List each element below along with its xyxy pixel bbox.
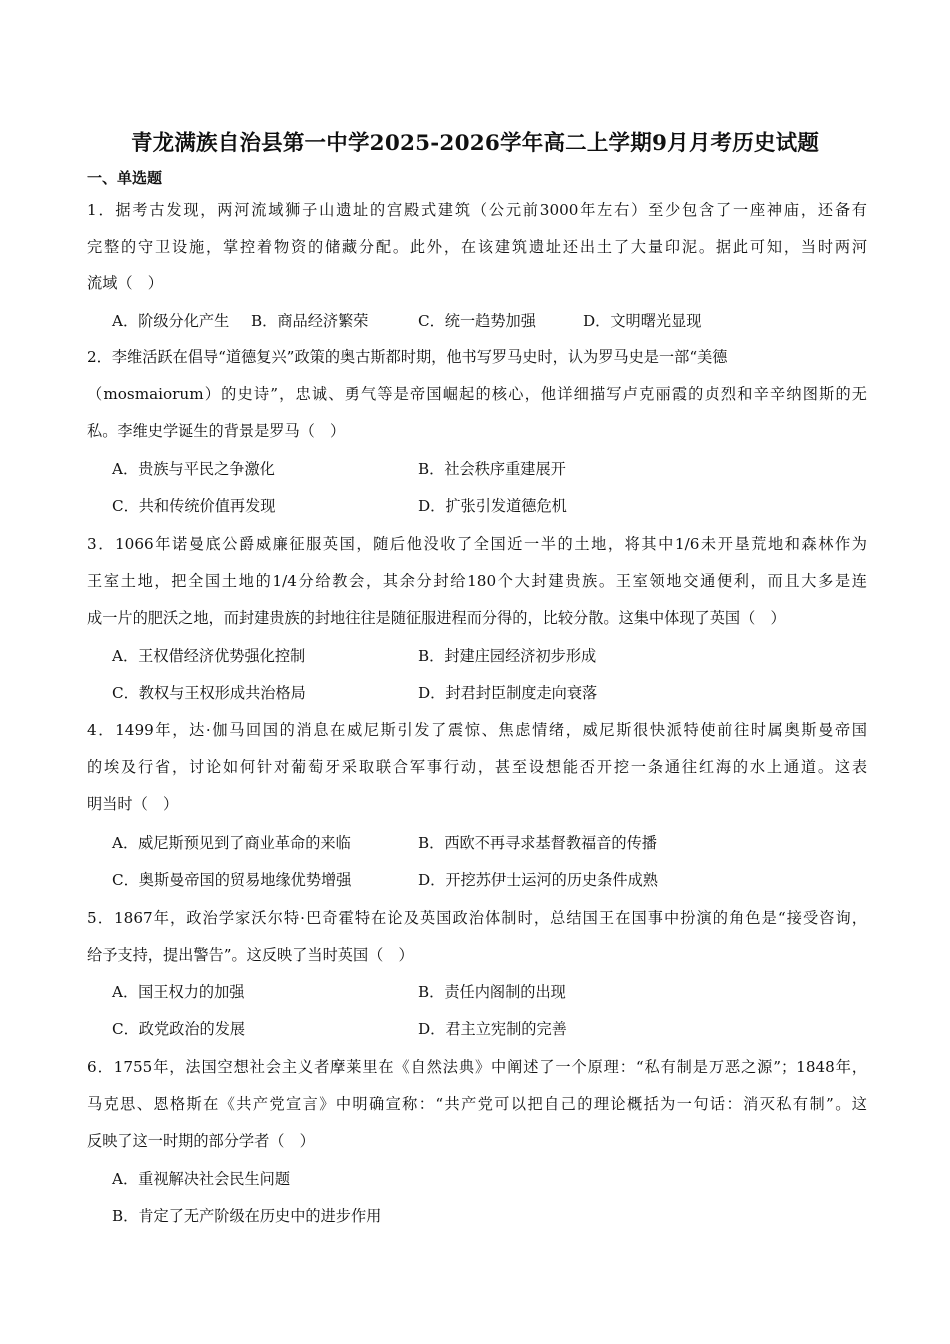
q4-line-1: 4．1499年，达·伽马回国的消息在威尼斯引发了震惊、焦虑情绪，威尼斯很快派特使前往时属奥斯曼帝国 [87, 721, 867, 739]
q5-line-1: 5．1867年，政治学家沃尔特·巴奇霍特在论及英国政治体制时，总结国王在国事中扮演的角色是“接受咨询， [87, 909, 867, 927]
q6-line-1: 6．1755年，法国空想社会主义者摩莱里在《自然法典》中阐述了一个原理：“私有制是万恶之源”；1848年， [87, 1058, 867, 1076]
q2-line-2: （mosmaiorum）的史诗”，忠诚、勇气等是帝国崛起的核心，他详细描写卢克丽霞的贞烈和辛辛纳图斯的无 [87, 385, 867, 403]
q1-line-2: 完整的守卫设施，掌控着物资的储藏分配。此外，在该建筑遗址还出土了大量印泥。据此可知，当时两河 [87, 238, 867, 256]
q1-option-d: D．文明曙光显现 [583, 312, 702, 330]
q2-option-c: C．共和传统价值再发现 [112, 497, 276, 515]
q6-line-2: 马克思、恩格斯在《共产党宣言》中明确宣称：“共产党可以把自己的理论概括为一句话：消灭私有制”。这 [87, 1095, 867, 1113]
q3-line-2: 王室土地，把全国土地的1/4分给教会，其余分封给180个大封建贵族。王室领地交通便利，而且大多是连 [87, 572, 867, 590]
q6-line-3: 反映了这一时期的部分学者（ ） [87, 1132, 315, 1150]
q1-line-3: 流域（ ） [87, 274, 163, 292]
q6-option-b: B．肯定了无产阶级在历史中的进步作用 [112, 1207, 382, 1225]
q3-option-a: A．王权借经济优势强化控制 [112, 647, 306, 665]
q2-option-a: A．贵族与平民之争激化 [112, 460, 275, 478]
q3-line-3: 成一片的肥沃之地，而封建贵族的封地往往是随征服进程而分得的，比较分散。这集中体现了英国（ ） [87, 609, 786, 627]
q1-line-1: 1．据考古发现，两河流域狮子山遗址的宫殿式建筑（公元前3000年左右）至少包含了一座神庙，还备有 [87, 201, 867, 219]
q4-option-a: A．威尼斯预见到了商业革命的来临 [112, 834, 351, 852]
q4-option-d: D．开挖苏伊士运河的历史条件成熟 [418, 871, 658, 889]
q4-line-2: 的埃及行省，讨论如何针对葡萄牙采取联合军事行动，甚至设想能否开挖一条通往红海的水上通道。这表 [87, 758, 867, 776]
q1-option-b: B．商品经济繁荣 [251, 312, 369, 330]
q4-option-b: B．西欧不再寻求基督教福音的传播 [418, 834, 657, 852]
q3-option-d: D．封君封臣制度走向衰落 [418, 684, 598, 702]
q5-option-c: C．政党政治的发展 [112, 1020, 246, 1038]
q5-option-a: A．国王权力的加强 [112, 983, 245, 1001]
q6-option-a: A．重视解决社会民生问题 [112, 1170, 291, 1188]
q1-option-c: C．统一趋势加强 [418, 312, 536, 330]
q2-option-b: B．社会秩序重建展开 [418, 460, 566, 478]
q5-line-2: 给予支持，提出警告”。这反映了当时英国（ ） [87, 946, 414, 964]
q1-option-a: A．阶级分化产生 [112, 312, 230, 330]
q3-option-c: C．教权与王权形成共治格局 [112, 684, 306, 702]
q5-option-d: D．君主立宪制的完善 [418, 1020, 567, 1038]
q3-line-1: 3．1066年诺曼底公爵威廉征服英国，随后他没收了全国近一半的土地，将其中1/6未开垦荒地和森林作为 [87, 535, 867, 553]
q2-line-1: 2．李维活跃在倡导“道德复兴”政策的奥古斯都时期，他书写罗马史时，认为罗马史是一部“美德 [87, 348, 728, 366]
q4-line-3: 明当时（ ） [87, 795, 179, 813]
section-heading: 一、单选题 [87, 169, 163, 187]
q4-option-c: C．奥斯曼帝国的贸易地缘优势增强 [112, 871, 352, 889]
page-title: 青龙满族自治县第一中学2025-2026学年高二上学期9月月考历史试题 [130, 131, 820, 156]
q3-option-b: B．封建庄园经济初步形成 [418, 647, 597, 665]
q5-option-b: B．责任内阁制的出现 [418, 983, 566, 1001]
q2-option-d: D．扩张引发道德危机 [418, 497, 567, 515]
q2-line-3: 私。李维史学诞生的背景是罗马（ ） [87, 422, 346, 440]
